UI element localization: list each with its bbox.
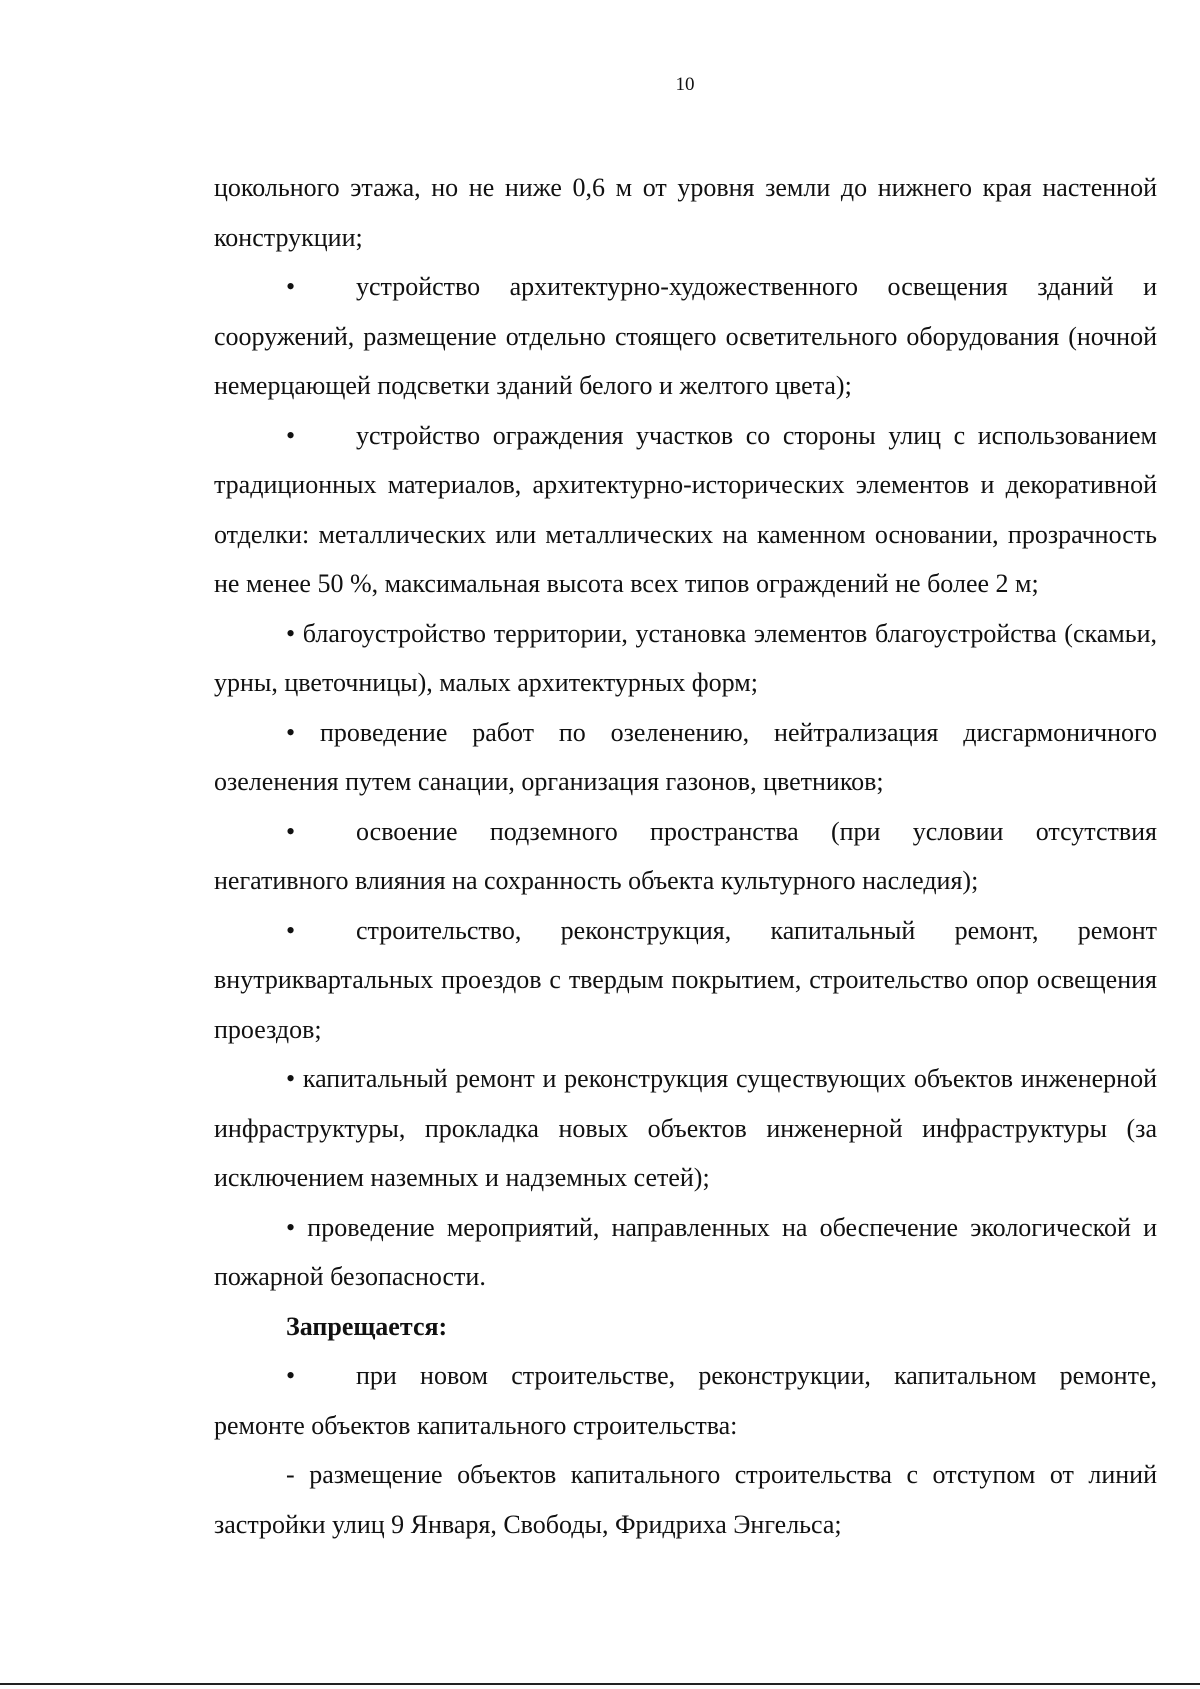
list-item-text: при новом строительстве, реконструкции, капитальном ремонте, ремонте объектов капитального строительства: <box>214 1361 1157 1440</box>
paragraph-continuation <box>214 163 1157 262</box>
section-heading <box>214 1302 1157 1352</box>
bullet-marker: • <box>286 1212 296 1242</box>
bullet-marker: • <box>286 717 296 747</box>
list-item <box>214 708 1157 807</box>
list-item-text: устройство ограждения участков со стороны улиц с использованием традиционных материалов, архитектурно-исторических элементов и декоративной отделки: металлических или металлических на каменном основании, прозрачность не менее 50 %, максимальная высота всех типов ограждений не более 2 м; <box>214 420 1157 598</box>
document-body <box>214 163 1157 1549</box>
bullet-marker: • <box>286 618 296 648</box>
list-item <box>214 1203 1157 1302</box>
section-heading-text: Запрещается: <box>286 1311 448 1341</box>
page-bottom-rule <box>0 1683 1200 1685</box>
list-item <box>214 609 1157 708</box>
page-number: 10 <box>675 74 695 95</box>
list-item <box>214 807 1157 906</box>
bullet-marker: • <box>286 1361 296 1390</box>
list-item <box>214 262 1157 411</box>
list-item-text: размещение объектов капитального строительства с отступом от линий застройки улиц 9 Января, Свободы, Фридриха Энгельса; <box>214 1460 1157 1539</box>
list-item-text: проведение мероприятий, направленных на обеспечение экологической и пожарной безопасности. <box>214 1212 1158 1291</box>
list-item-text: благоустройство территории, установка элементов благоустройства (скамьи, урны, цветочницы), малых архитектурных форм; <box>214 618 1158 697</box>
paragraph-text: цокольного этажа, но не ниже 0,6 м от уровня земли до нижнего края настенной конструкции; <box>214 173 1157 252</box>
list-item-text: устройство архитектурно-художественного освещения зданий и сооружений, размещение отдельно стоящего осветительного оборудования (ночной немерцающей подсветки зданий белого и желтого цвета); <box>214 272 1157 400</box>
list-item <box>214 1054 1157 1203</box>
bullet-marker: • <box>286 420 296 450</box>
list-item <box>214 906 1157 1055</box>
list-item-text: освоение подземного пространства (при условии отсутствия негативного влияния на сохранность объекта культурного наследия); <box>214 816 1157 895</box>
bullet-marker: • <box>286 816 296 846</box>
bullet-marker: • <box>286 915 296 945</box>
dash-marker: - <box>286 1460 295 1489</box>
list-item-text: капитальный ремонт и реконструкция существующих объектов инженерной инфраструктуры, прокладка новых объектов инженерной инфраструктуры (за исключением наземных и надземных сетей); <box>214 1064 1158 1192</box>
list-item <box>214 1450 1157 1549</box>
bullet-marker: • <box>286 272 296 301</box>
list-item-text: строительство, реконструкция, капитальный ремонт, ремонт внутриквартальных проездов с твердым покрытием, строительство опор освещения проездов; <box>214 915 1157 1044</box>
bullet-marker: • <box>286 1064 296 1093</box>
list-item <box>214 1351 1157 1450</box>
list-item <box>214 411 1157 609</box>
list-item-text: проведение работ по озеленению, нейтрализация дисгармоничного озеленения путем санации, организация газонов, цветников; <box>214 717 1157 796</box>
